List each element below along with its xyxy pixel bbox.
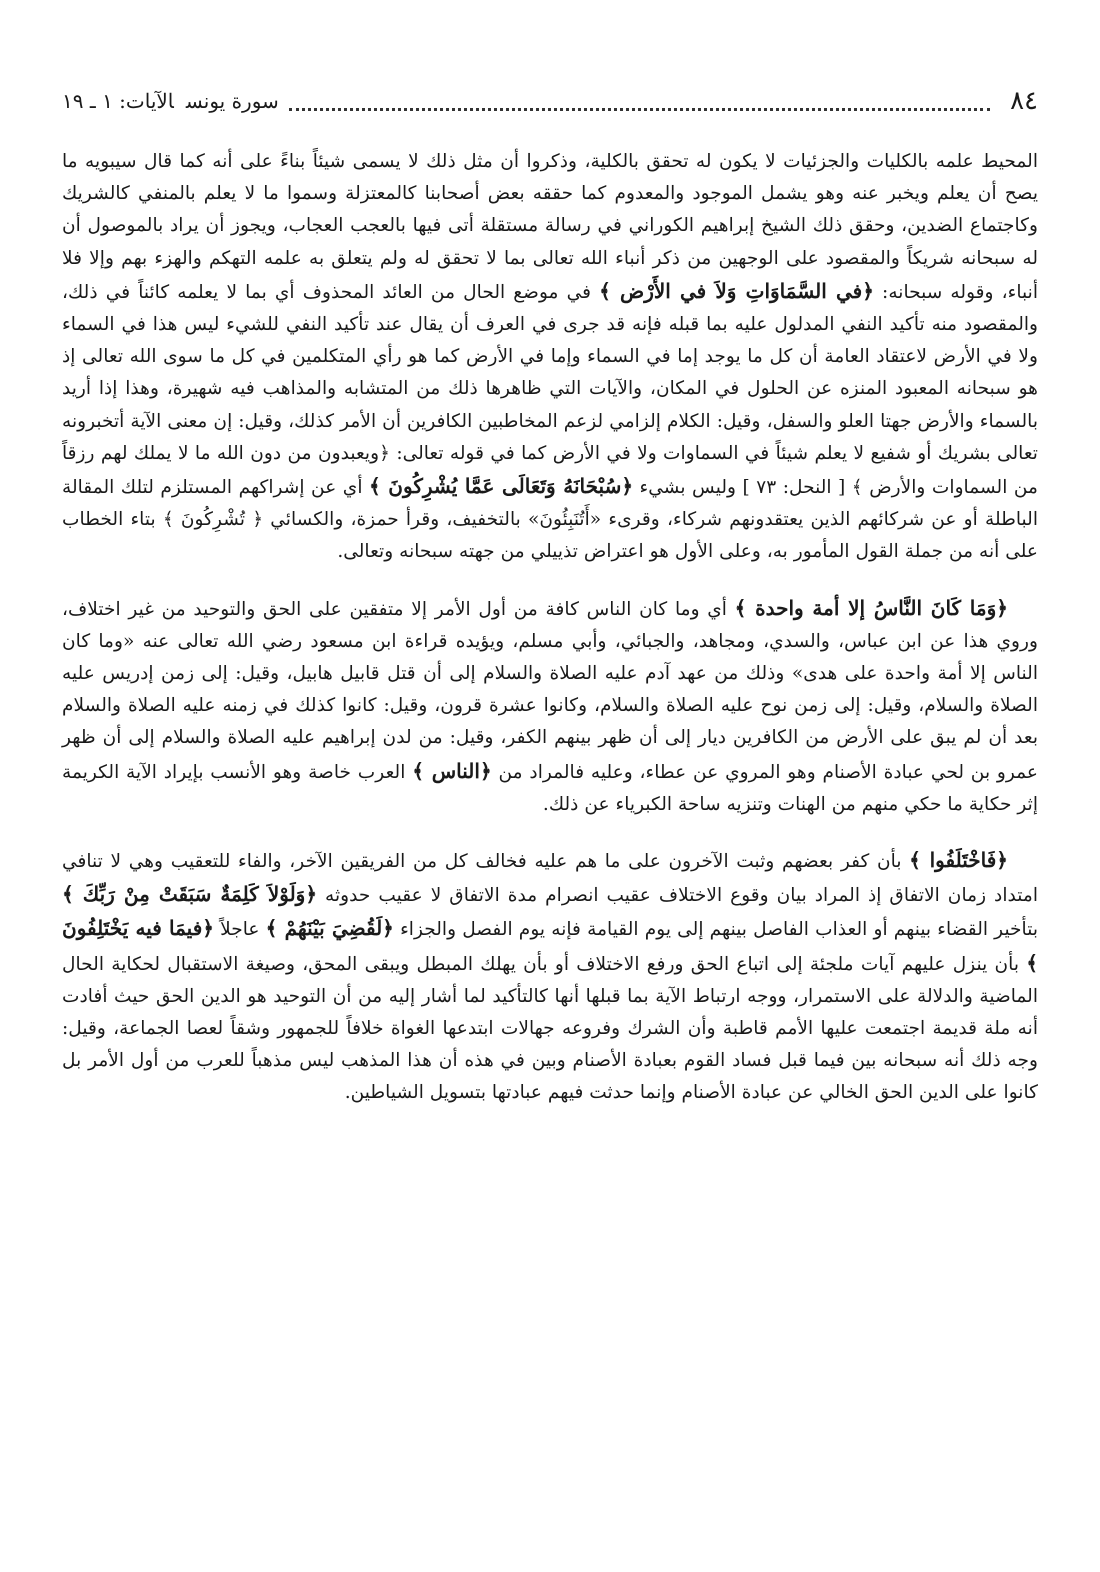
quran-quote: ﴿لَقُضِيَ بَيْنَهُمْ ﴾ bbox=[265, 916, 394, 941]
body-text bbox=[62, 146, 1038, 1110]
quran-quote: ﴿فَاخْتَلَفُوا ﴾ bbox=[909, 848, 1008, 873]
quran-quote: ﴿وَلَوْلاَ كَلِمَةٌ سَبَقَتْ مِنْ رَبِّكَ ﴾ bbox=[62, 882, 318, 907]
paragraph bbox=[62, 146, 1038, 569]
commentary-text: العرب خاصة وهو الأنسب بإيراد الآية الكريمة إثر حكاية ما حكي منهم من الهنات وتنزيه ساحة الكبرياء عن ذلك. bbox=[62, 761, 1038, 815]
paragraph bbox=[62, 592, 1038, 821]
commentary-text: عاجلاً bbox=[213, 919, 266, 941]
commentary-text: أي عن إشراكهم المستلزم لتلك المقالة الباطلة أو عن شركائهم الذين يعتقدونهم شركاء، وقرىء «أَتُنَبِئُونَ» بالتخفيف، وقرأ حمزة، والكسائي ﴿ تُشْرِكُونَ ﴾ بتاء الخطاب على أنه من جملة القول المأمور به، وعلى الأول هو اعتراض تذييلي من جهته سبحانه وتعالى. bbox=[62, 477, 1038, 563]
page-number: ٨٤ bbox=[1010, 86, 1038, 116]
page-header bbox=[62, 84, 1038, 118]
surah-name: سورة يونس bbox=[185, 89, 279, 113]
quran-quote: ﴿فيمَا فيه يَخْتَلِفُونَ ﴾ bbox=[62, 916, 1038, 975]
commentary-text: بأن ينزل عليهم آيات ملجئة إلى اتباع الحق ورفع الاختلاف أو بأن يهلك المبطل ويبقى المحق، وصيغة الاستقبال لحكاية الحال الماضية والدلالة على الاستمرار، ووجه ارتباط الآية بما قبلها أنها كالتأكيد لما أشار إليه من أن التوحيد هو الدين الحق حيث أفادت أنه ملة قديمة اجتمعت عليها الأمم قاطبة وأن الشرك وفروعه جهالات ابتدعها الغواة خلافاً للجمهور وشقاً لعصا الجماعة، وقيل: وجه ذلك أنه سبحانه بين فيما قبل فساد القوم بعبادة الأصنام وبين في هذه أن هذا المذهب ليس مذهباً للعرب من أول الأمر بل كانوا على الدين الحق الخالي عن عبادة الأصنام وإنما حدثت فيهم عبادتها بتسويل الشياطين. bbox=[62, 953, 1038, 1104]
header-dot-leader bbox=[289, 108, 990, 111]
paragraph bbox=[62, 844, 1038, 1110]
quran-quote: ﴿الناس ﴾ bbox=[412, 758, 492, 783]
commentary-text: بأن كفر بعضهم وثبت الآخرون على ما هم عليه فخالف كل من الفريقين الآخر، والفاء للتعقيب وهي لا تنافي امتداد زمان الاتفاق إذ المراد بيان وقوع الاختلاف عقيب انصرام مدة الاتفاق لا عقيب حدوثه bbox=[62, 851, 1038, 907]
running-title bbox=[62, 89, 279, 113]
quran-quote: ﴿في السَّمَاوَاتِ وَلاَ في الأَرْض ﴾ bbox=[599, 278, 874, 303]
commentary-text: بتأخير القضاء بينهم أو العذاب الفاصل بينهم إلى يوم القيامة فإنه يوم الفصل والجزاء bbox=[393, 919, 1039, 941]
verse-range: الآيات: ١ ـ ١٩ bbox=[62, 89, 174, 113]
quran-quote: ﴿وَمَا كَانَ النَّاسُ إلا أمة واحدة ﴾ bbox=[734, 595, 1008, 620]
commentary-text: أي وما كان الناس كافة من أول الأمر إلا متفقين على الحق والتوحيد من غير اختلاف، وروي هذا عن ابن عباس، والسدي، ومجاهد، والجبائي، وأبي مسلم، ويؤيده قراءة ابن مسعود رضي الله تعالى عنه «وما كان الناس إلا أمة واحدة على هدى» وذلك من عهد آدم عليه الصلاة والسلام إلى أن قتل قابيل هابيل، وقيل: إلى زمن إدريس عليه الصلاة والسلام، وقيل: إلى زمن نوح عليه الصلاة والسلام، وكانوا عشرة قرون، وقيل: كانوا كذلك في زمنه عليه الصلاة والسلام بعد أن لم يبق على الأرض من الكافرين ديار إلى أن ظهر بينهم الكفر، وقيل: من لدن إبراهيم عليه الصلاة والسلام إلى أن ظهر عمرو بن لحي عبادة الأصنام وهو المروي عن عطاء، وعليه فالمراد من bbox=[62, 598, 1039, 783]
commentary-text: المحيط علمه بالكليات والجزئيات لا يكون له تحقق بالكلية، وذكروا أن مثل ذلك لا يسمى شيئاً بناءً على أنه كما قال سيبويه ما يصح أن يعلم ويخبر عنه وهو يشمل الموجود والمعدوم كما حققه بعض أصحابنا كالمعتزلة وسموا ما لا يعلم بالمنفي كالشريك وكاجتماع الضدين، وحقق ذلك الشيخ إبراهيم الكوراني في رسالة مستقلة أتى فيها بالعجب العجاب، ويجوز أن يراد بالموصول أن له سبحانه شريكاً والمقصود على الوجهين من ذكر أنباء الله تعالى بما لا تحقق له ولم يتعلق به علمه التهكم والهزء بهم وإلا فلا أنباء، وقوله سبحانه: bbox=[62, 151, 1039, 303]
quran-quote: ﴿سُبْحَانَهُ وَتَعَالَى عَمَّا يُشْرِكُونَ ﴾ bbox=[369, 474, 634, 499]
commentary-text: في موضع الحال من العائد المحذوف أي بما لا يعلمه كائناً في ذلك، والمقصود منه تأكيد النفي المدلول عليه بما قبله فإنه قد جرى في العرف أن يقال عند تأكيد النفي للشيء ليس هذا في السماء ولا في الأرض لاعتقاد العامة أن كل ما يوجد إما في السماء وإما في الأرض كما هو رأي المتكلمين في كل ما سوى الله تعالى إذ هو سبحانه المعبود المنزه عن الحلول في المكان، والآيات التي ظاهرها ذلك من المتشابه والمذاهب فيه شهيرة، وهذا إذا أريد بالسماء والأرض جهتا العلو والسفل، وقيل: الكلام إلزامي لزعم المخاطبين الكافرين أن الأمر كذلك، وقيل: إن معنى الآية أتخبرونه تعالى بشريك أو شفيع لا يعلم شيئاً في السماوات ولا في الأرض كما في قوله تعالى: ﴿ويعبدون من دون الله ما لا يملك لهم رزقاً من السماوات والأرض ﴾ [ النحل: ٧٣ ] وليس بشيء bbox=[62, 281, 1038, 499]
